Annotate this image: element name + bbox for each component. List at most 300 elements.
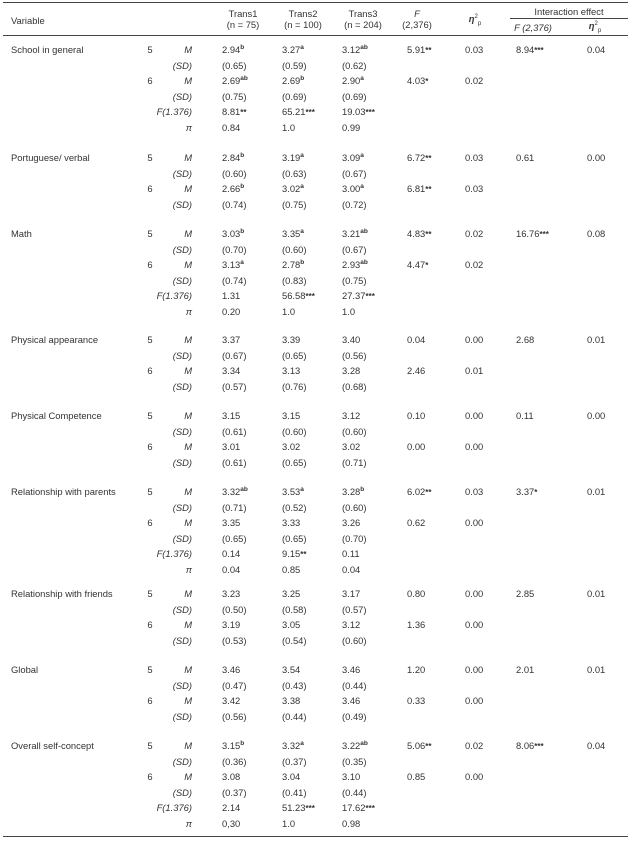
trans3-cell	[342, 588, 360, 600]
header-trans2-label: Trans2	[288, 8, 318, 19]
trans3-cell-significance: ***	[365, 292, 375, 301]
stat-label-sd: (SD)	[172, 243, 192, 255]
trans2-cell-value: (0.52)	[282, 501, 307, 513]
trans2-cell	[282, 619, 300, 631]
trans1-cell-value: (0.47)	[222, 679, 247, 691]
stat-label-mean: M	[184, 486, 192, 497]
trans2-cell	[282, 787, 307, 799]
trans2-cell-value: (0.65)	[282, 456, 307, 468]
stat-label-mean: M	[184, 619, 192, 630]
trans1-cell	[222, 410, 240, 422]
trans1-cell	[222, 548, 240, 560]
trans3-cell-superscript: b	[360, 485, 365, 493]
trans3-cell-value: 3.26	[342, 517, 361, 528]
trans1-cell-value: (0.57)	[222, 380, 247, 392]
trans2-cell	[282, 502, 307, 514]
stat-label-sd: (SD)	[172, 710, 192, 722]
trans3-cell	[342, 680, 367, 692]
stat-label-sd: (SD)	[172, 603, 192, 615]
trans3-cell-value: (0.60)	[342, 501, 367, 513]
trans1-cell-superscript: b	[240, 227, 245, 235]
trans3-cell-value: 3.28	[342, 486, 361, 497]
eta-cell: 0.03	[465, 486, 484, 497]
header-eta-symbol: η	[468, 13, 475, 24]
trans1-cell	[222, 152, 244, 164]
int-f-cell	[516, 228, 549, 241]
trans1-cell	[222, 228, 244, 240]
f-cell-value: 5.06	[407, 740, 426, 751]
trans1-cell	[222, 106, 246, 119]
f-cell	[407, 365, 425, 377]
f-cell-value: 0.62	[407, 517, 426, 528]
trans3-cell-value: 19.03	[342, 106, 366, 117]
trans3-cell-value: (0.49)	[342, 710, 367, 722]
trans1-cell-value: 3.32	[222, 486, 241, 497]
trans3-cell	[342, 152, 364, 164]
trans3-cell-value: 17.62	[342, 802, 366, 813]
trans1-cell	[222, 564, 240, 576]
f-cell-value: 4.03	[407, 75, 426, 86]
f-cell-value: 0.00	[407, 441, 426, 452]
trans2-cell	[282, 106, 315, 119]
int-f-cell-significance: ***	[539, 230, 549, 239]
trans1-cell	[222, 441, 240, 453]
trans3-cell-superscript: ab	[360, 258, 368, 266]
grade-label: 5	[147, 588, 153, 599]
trans2-cell-value: (0.37)	[282, 755, 307, 767]
trans2-cell-value: 65.21	[282, 106, 306, 117]
trans2-cell	[282, 457, 307, 469]
variable-name: Overall self-concept	[11, 740, 94, 751]
trans3-cell	[342, 486, 364, 498]
trans2-cell	[282, 604, 307, 616]
trans1-cell	[222, 695, 240, 707]
eta-cell: 0.00	[465, 619, 484, 630]
eta-cell: 0.02	[465, 75, 484, 86]
trans3-cell-significance: ***	[365, 108, 375, 117]
f-cell-value: 6.81	[407, 183, 426, 194]
stat-label-mean: M	[184, 75, 192, 86]
trans3-cell-value: 3.12	[342, 410, 361, 421]
int-f-cell	[516, 44, 544, 57]
trans1-cell-superscript: b	[240, 43, 245, 51]
int-f-cell-significance: *	[534, 488, 538, 497]
eta-cell: 0.00	[465, 771, 484, 782]
trans1-cell-value: (0.53)	[222, 634, 247, 646]
f-cell-value: 0.33	[407, 695, 426, 706]
trans1-cell	[222, 771, 240, 783]
trans1-cell-value: 3.13	[222, 259, 241, 270]
trans1-cell-value: (0.71)	[222, 501, 247, 513]
trans2-cell	[282, 259, 304, 271]
trans1-cell-value: 3.34	[222, 365, 241, 376]
int-f-cell	[516, 410, 534, 422]
header-eta	[460, 13, 490, 30]
header-variable: Variable	[11, 15, 45, 26]
trans3-cell-value: 3.21	[342, 228, 361, 239]
trans2-cell	[282, 771, 300, 783]
trans3-cell-superscript: ab	[360, 739, 368, 747]
grade-label: 5	[147, 334, 153, 345]
eta-cell: 0.02	[465, 259, 484, 270]
interaction-rule	[510, 18, 628, 19]
trans3-cell-value: 2.93	[342, 259, 361, 270]
trans1-cell	[222, 619, 240, 631]
trans3-cell-value: (0.44)	[342, 679, 367, 691]
variable-name: School in general	[11, 44, 84, 55]
stat-label-sd: (SD)	[172, 501, 192, 513]
top-rule	[3, 2, 628, 3]
trans1-cell	[222, 381, 247, 393]
eta-cell: 0.00	[465, 441, 484, 452]
trans1-cell-value: 1.31	[222, 290, 241, 301]
trans2-cell-superscript: a	[300, 182, 304, 190]
trans3-cell	[342, 635, 367, 647]
trans3-cell	[342, 365, 360, 377]
trans3-cell	[342, 381, 367, 393]
trans3-cell-value: 3.10	[342, 771, 361, 782]
trans2-cell-value: 3.33	[282, 517, 301, 528]
f-cell-value: 0.04	[407, 334, 426, 345]
trans1-cell-value: 3.08	[222, 771, 241, 782]
trans2-cell-value: 1.0	[282, 305, 296, 317]
trans1-cell-value: 2.94	[222, 44, 241, 55]
trans3-cell	[342, 44, 368, 56]
trans1-cell	[222, 818, 240, 830]
f-cell-value: 1.36	[407, 619, 426, 630]
trans3-cell-superscript: ab	[360, 227, 368, 235]
grade-label: 5	[147, 740, 153, 751]
trans3-cell-value: (0.60)	[342, 425, 367, 437]
header-trans2-n: (n = 100)	[284, 19, 322, 30]
trans2-cell-value: 3.53	[282, 486, 301, 497]
stat-label-sd: (SD)	[172, 755, 192, 767]
f-cell	[407, 259, 428, 272]
trans2-cell	[282, 635, 307, 647]
trans1-cell-value: (0.50)	[222, 603, 247, 615]
int-f-cell	[516, 588, 534, 600]
trans1-cell-superscript: ab	[240, 485, 248, 493]
trans2-cell	[282, 740, 304, 752]
trans3-cell	[342, 290, 375, 303]
f-cell-value: 0.80	[407, 588, 426, 599]
trans1-cell-value: (0.65)	[222, 59, 247, 71]
int-f-cell	[516, 740, 544, 753]
trans1-cell	[222, 44, 244, 56]
trans2-cell-value: 3.39	[282, 334, 301, 345]
trans1-cell-value: 3.37	[222, 334, 241, 345]
header-eta-sup: 2	[474, 13, 478, 20]
trans3-cell	[342, 334, 360, 346]
int-f-cell-significance: ***	[534, 46, 544, 55]
header-interaction: Interaction effect	[534, 6, 604, 17]
trans2-cell-value: (0.76)	[282, 380, 307, 392]
trans1-cell-value: (0.61)	[222, 456, 247, 468]
stat-label-sd: (SD)	[172, 90, 192, 102]
header-rule	[3, 35, 628, 36]
trans2-cell	[282, 244, 307, 256]
trans3-cell-value: 3.00	[342, 183, 361, 194]
stat-label-mean: M	[184, 44, 192, 55]
header-trans3	[328, 8, 398, 30]
eta-cell: 0.00	[465, 410, 484, 421]
trans3-cell-value: 0.04	[342, 563, 361, 575]
trans1-cell	[222, 259, 244, 271]
trans2-cell-value: 3.02	[282, 183, 301, 194]
stat-label-sd: (SD)	[172, 59, 192, 71]
stat-label-f: F(1.376)	[156, 106, 192, 117]
eta-cell: 0.00	[465, 664, 484, 675]
trans1-cell-value: 2.84	[222, 152, 241, 163]
stat-label-sd: (SD)	[172, 274, 192, 286]
trans2-cell	[282, 183, 304, 195]
trans3-cell	[342, 441, 360, 453]
trans2-cell	[282, 711, 307, 723]
trans3-cell-value: (0.70)	[342, 532, 367, 544]
trans2-cell-value: (0.75)	[282, 198, 307, 210]
f-cell	[407, 771, 425, 783]
trans1-cell	[222, 680, 247, 692]
trans2-cell	[282, 486, 304, 498]
trans2-cell-significance: **	[300, 550, 307, 559]
trans2-cell	[282, 756, 307, 768]
trans2-cell-value: 3.35	[282, 228, 301, 239]
variable-name: Portuguese/ verbal	[11, 152, 90, 163]
trans2-cell	[282, 152, 304, 164]
trans1-cell-value: (0.36)	[222, 755, 247, 767]
trans2-cell-value: 3.13	[282, 365, 301, 376]
f-cell-value: 5.91	[407, 44, 426, 55]
trans2-cell-value: (0.63)	[282, 167, 307, 179]
trans1-cell-superscript: a	[240, 258, 244, 266]
trans2-cell	[282, 533, 307, 545]
int-f-cell-value: 3.37	[516, 486, 535, 497]
trans3-cell	[342, 756, 367, 768]
trans3-cell	[342, 564, 360, 576]
trans3-cell	[342, 410, 360, 422]
trans2-cell	[282, 381, 307, 393]
int-f-cell	[516, 152, 534, 164]
trans3-cell	[342, 244, 367, 256]
trans2-cell	[282, 441, 300, 453]
variable-name: Physical Competence	[11, 410, 102, 421]
trans3-cell	[342, 122, 360, 134]
grade-label: 6	[147, 183, 153, 194]
f-cell-value: 0.85	[407, 771, 426, 782]
trans1-cell-value: 3.19	[222, 619, 241, 630]
trans3-cell	[342, 75, 364, 87]
trans2-cell-superscript: a	[300, 43, 304, 51]
trans1-cell-value: 0.14	[222, 548, 241, 559]
trans3-cell-value: 3.12	[342, 44, 361, 55]
trans1-cell	[222, 533, 247, 545]
trans3-cell-value: 3.22	[342, 740, 361, 751]
trans1-cell	[222, 457, 247, 469]
trans2-cell-value: (0.43)	[282, 679, 307, 691]
trans1-cell	[222, 517, 240, 529]
trans2-cell-value: 1.0	[282, 121, 296, 133]
trans1-cell	[222, 604, 247, 616]
grade-label: 6	[147, 771, 153, 782]
trans2-cell-value: 51.23	[282, 802, 306, 813]
trans3-cell	[342, 183, 364, 195]
trans1-cell	[222, 199, 247, 211]
int-f-cell-value: 2.85	[516, 588, 535, 599]
f-cell-value: 6.72	[407, 152, 426, 163]
trans3-cell	[342, 787, 367, 799]
trans1-cell	[222, 711, 247, 723]
trans3-cell	[342, 457, 367, 469]
trans3-cell	[342, 106, 375, 119]
trans3-cell	[342, 533, 367, 545]
grade-label: 6	[147, 695, 153, 706]
trans2-cell	[282, 75, 304, 87]
trans2-cell-superscript: a	[300, 739, 304, 747]
trans3-cell	[342, 350, 367, 362]
stat-label-power: π	[185, 121, 192, 133]
trans3-cell-value: 2.90	[342, 75, 361, 86]
int-eta-cell: 0.04	[587, 44, 606, 55]
trans3-cell	[342, 259, 368, 271]
f-cell	[407, 228, 431, 241]
trans2-cell-superscript: a	[300, 151, 304, 159]
trans3-cell	[342, 199, 367, 211]
stat-label-power: π	[185, 817, 192, 829]
stat-label-mean: M	[184, 695, 192, 706]
trans2-cell	[282, 548, 306, 561]
int-f-cell-value: 8.06	[516, 740, 535, 751]
trans2-cell	[282, 60, 307, 72]
stat-label-sd: (SD)	[172, 425, 192, 437]
f-cell	[407, 486, 431, 499]
f-cell	[407, 410, 425, 422]
f-cell	[407, 152, 431, 165]
f-cell	[407, 44, 431, 57]
trans2-cell	[282, 228, 304, 240]
header-eta-sub: p	[477, 20, 482, 27]
trans2-cell-value: 1.0	[282, 817, 296, 829]
eta-cell: 0.01	[465, 365, 484, 376]
trans3-cell	[342, 502, 367, 514]
trans1-cell-value: 3.35	[222, 517, 241, 528]
trans3-cell-value: (0.57)	[342, 603, 367, 615]
stat-label-mean: M	[184, 664, 192, 675]
int-f-cell	[516, 334, 534, 346]
f-cell-significance: **	[425, 230, 432, 239]
trans2-cell-value: 3.27	[282, 44, 301, 55]
trans2-cell-value: (0.44)	[282, 710, 307, 722]
f-cell	[407, 334, 425, 346]
eta-cell: 0.00	[465, 334, 484, 345]
trans2-cell	[282, 122, 295, 134]
trans3-cell-value: (0.71)	[342, 456, 367, 468]
eta-cell: 0.03	[465, 183, 484, 194]
variable-name: Relationship with friends	[11, 588, 113, 599]
trans2-cell	[282, 680, 307, 692]
stat-label-sd: (SD)	[172, 456, 192, 468]
trans2-cell-value: (0.59)	[282, 59, 307, 71]
trans3-cell-value: (0.68)	[342, 380, 367, 392]
trans3-cell-value: (0.60)	[342, 634, 367, 646]
trans2-cell	[282, 588, 300, 600]
trans1-cell	[222, 787, 247, 799]
trans3-cell-value: 3.02	[342, 441, 361, 452]
trans2-cell-value: (0.69)	[282, 90, 307, 102]
trans1-cell-value: 0.84	[222, 121, 241, 133]
grade-label: 5	[147, 410, 153, 421]
f-cell	[407, 75, 428, 88]
trans3-cell-value: 27.37	[342, 290, 366, 301]
trans1-cell-value: (0.60)	[222, 167, 247, 179]
trans3-cell-superscript: a	[360, 182, 364, 190]
trans2-cell-value: 2.78	[282, 259, 301, 270]
trans1-cell	[222, 183, 244, 195]
trans3-cell	[342, 818, 360, 830]
trans2-cell	[282, 168, 307, 180]
eta-cell: 0.00	[465, 517, 484, 528]
stat-label-mean: M	[184, 334, 192, 345]
trans3-cell-superscript: ab	[360, 43, 368, 51]
stat-label-sd: (SD)	[172, 349, 192, 361]
trans2-cell-value: 3.02	[282, 441, 301, 452]
variable-name: Relationship with parents	[11, 486, 116, 497]
trans1-cell-value: 2.69	[222, 75, 241, 86]
trans1-cell	[222, 75, 248, 87]
trans1-cell	[222, 244, 247, 256]
trans2-cell	[282, 306, 295, 318]
variable-name: Math	[11, 228, 32, 239]
grade-label: 5	[147, 152, 153, 163]
trans1-cell	[222, 426, 247, 438]
trans3-cell	[342, 91, 367, 103]
trans3-cell-value: 3.09	[342, 152, 361, 163]
stat-label-sd: (SD)	[172, 634, 192, 646]
int-f-cell-value: 2.68	[516, 334, 535, 345]
trans2-cell-value: (0.65)	[282, 349, 307, 361]
trans3-cell-value: (0.67)	[342, 167, 367, 179]
stat-label-power: π	[185, 563, 192, 575]
stat-label-mean: M	[184, 410, 192, 421]
trans3-cell-value: 0.11	[342, 548, 360, 559]
grade-label: 5	[147, 664, 153, 675]
trans1-cell	[222, 91, 247, 103]
trans3-cell-value: (0.44)	[342, 786, 367, 798]
trans3-cell	[342, 711, 367, 723]
int-f-cell-significance: ***	[534, 742, 544, 751]
stat-label-mean: M	[184, 365, 192, 376]
stat-label-mean: M	[184, 771, 192, 782]
header-int-f: F (2,376)	[514, 22, 552, 33]
trans2-cell	[282, 199, 307, 211]
trans3-cell-value: 1.0	[342, 305, 356, 317]
trans2-cell-value: 0.85	[282, 563, 301, 575]
int-eta-cell: 0.01	[587, 486, 606, 497]
f-cell-significance: **	[425, 742, 432, 751]
trans3-cell-value: 3.17	[342, 588, 361, 599]
trans3-cell-value: 0.98	[342, 817, 361, 829]
trans1-cell	[222, 168, 247, 180]
int-f-cell	[516, 486, 537, 499]
f-cell-value: 1.20	[407, 664, 426, 675]
trans1-cell	[222, 122, 240, 134]
f-cell-significance: *	[425, 77, 429, 86]
trans3-cell	[342, 168, 367, 180]
trans2-cell-superscript: a	[300, 227, 304, 235]
int-f-cell-value: 8.94	[516, 44, 535, 55]
trans3-cell-value: 3.46	[342, 695, 361, 706]
trans3-cell	[342, 695, 360, 707]
trans1-cell	[222, 334, 240, 346]
